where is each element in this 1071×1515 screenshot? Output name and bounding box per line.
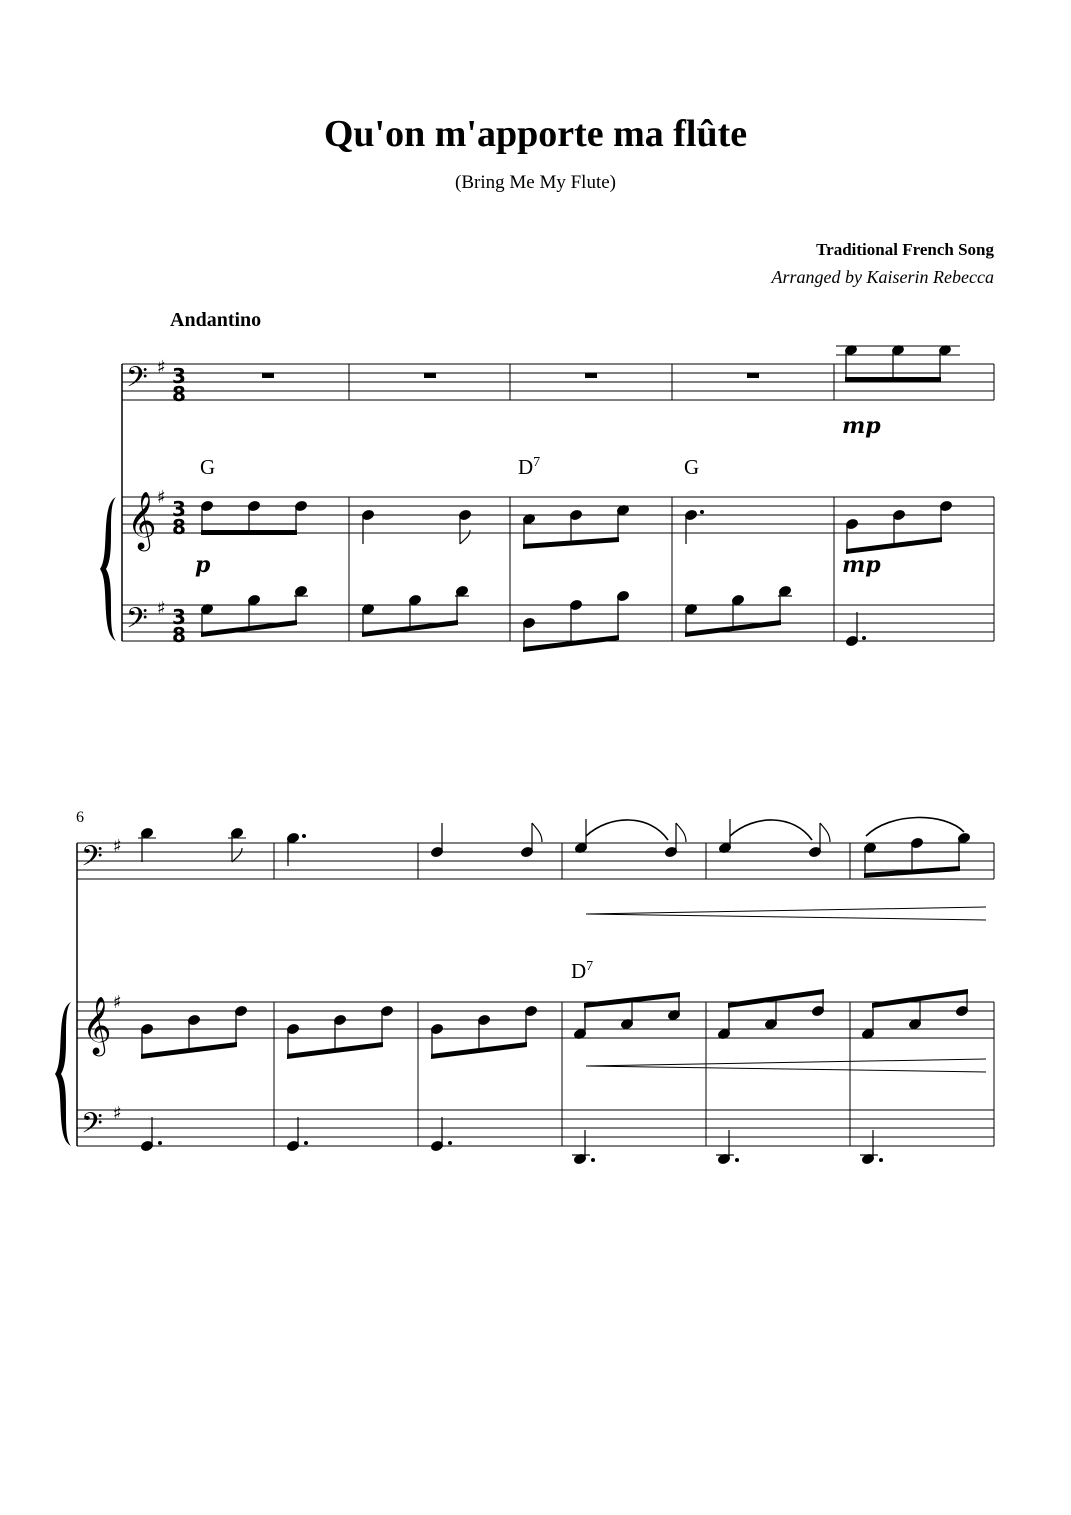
solo-notes-sys2 xyxy=(138,804,971,878)
piano-bass-notes-sys1 xyxy=(200,585,866,670)
time-sig-bottom: 8 xyxy=(172,515,186,539)
tempo-marking: Andantino xyxy=(170,309,262,331)
bass-clef-icon: 𝄢 xyxy=(81,1107,103,1147)
piano-bass-notes-sys2 xyxy=(140,1117,883,1165)
chord-symbol: $D^7$ xyxy=(518,455,541,479)
chord-symbol: G xyxy=(684,455,700,479)
solo-clef-signature xyxy=(81,836,122,880)
time-sig-top: 3 xyxy=(172,605,186,629)
arranger-credit: Arranged by Kaiserin Rebecca xyxy=(771,267,994,287)
time-sig-top: 3 xyxy=(172,497,186,521)
crescendo-hairpin xyxy=(586,1059,986,1072)
bass-clef-icon: 𝄢 xyxy=(126,602,148,642)
chord-symbol: G xyxy=(200,455,216,479)
dynamic-marking-mp: mp xyxy=(842,413,881,439)
sharp-icon: ♯ xyxy=(113,1103,122,1124)
treble-clef-icon: 𝄞 xyxy=(82,996,112,1054)
sharp-icon: ♯ xyxy=(113,992,122,1013)
system-2 xyxy=(77,843,994,1146)
sharp-icon: ♯ xyxy=(157,487,166,508)
solo-staff-lines xyxy=(77,843,994,879)
bass-clef-icon: 𝄢 xyxy=(126,361,148,401)
page-subtitle: (Bring Me My Flute) xyxy=(455,172,616,193)
chord-symbol: $D^7$ xyxy=(571,959,594,983)
bass-clef-icon: 𝄢 xyxy=(81,840,103,880)
piano-brace xyxy=(55,1002,71,1146)
piano-treble-clef-signature xyxy=(127,487,186,552)
crescendo-hairpin xyxy=(586,907,986,920)
time-sig-top: 3 xyxy=(172,364,186,388)
sharp-icon: ♯ xyxy=(113,836,122,857)
sharp-icon: ♯ xyxy=(157,357,166,378)
piano-bass-staff-lines xyxy=(77,1110,994,1146)
treble-clef-icon: 𝄞 xyxy=(127,491,157,549)
measure-number: 6 xyxy=(76,809,84,826)
piano-brace xyxy=(100,497,116,641)
solo-m5-notes xyxy=(836,344,960,382)
sharp-icon: ♯ xyxy=(157,598,166,619)
composer-credit: Traditional French Song xyxy=(816,240,994,259)
time-sig-bottom: 8 xyxy=(172,623,186,647)
barlines xyxy=(349,364,994,641)
dynamics xyxy=(195,413,881,578)
barlines xyxy=(274,843,994,1146)
dynamic-marking-mp: mp xyxy=(842,552,881,578)
piano-treble-notes-sys1 xyxy=(200,500,952,554)
dynamic-marking-p: p xyxy=(195,552,211,578)
page-title: Qu'on m'apporte ma flûte xyxy=(323,113,748,155)
piano-bass-clef-signature xyxy=(81,1103,122,1147)
time-sig-bottom: 8 xyxy=(172,382,186,406)
piano-treble-notes-sys2 xyxy=(140,989,968,1059)
piano-treble-clef-signature xyxy=(82,992,122,1057)
piano-bass-staff-lines xyxy=(122,605,994,641)
